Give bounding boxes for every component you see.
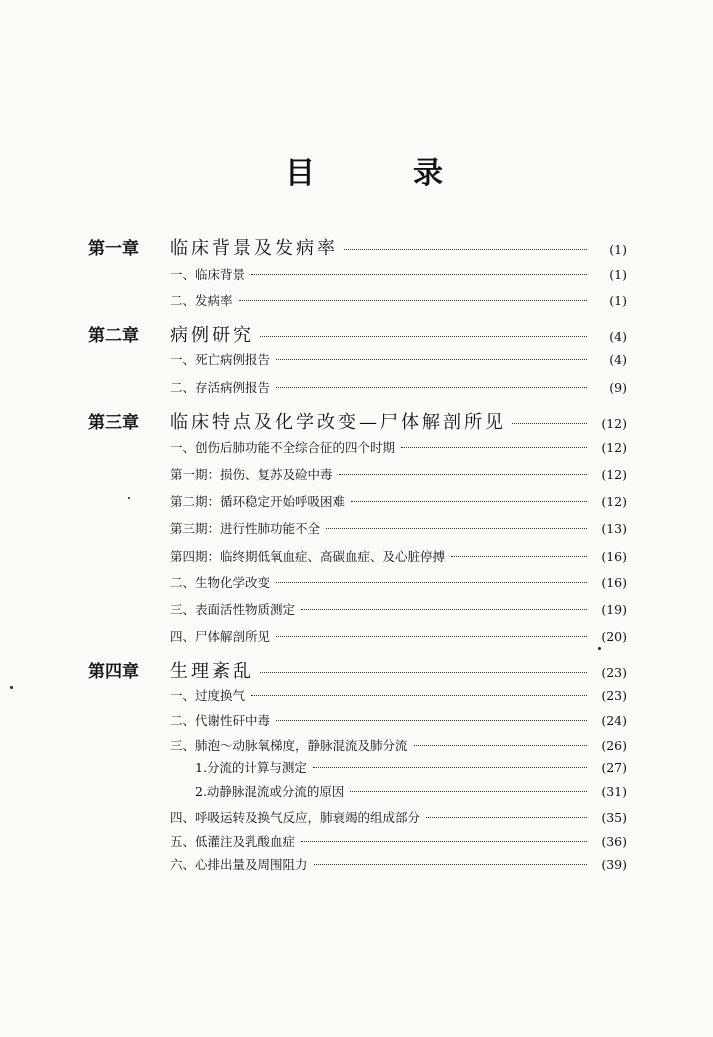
dot-leader bbox=[339, 474, 587, 475]
page-number: (36) bbox=[601, 834, 627, 849]
chapter-number: 第一章 bbox=[88, 239, 139, 259]
dot-leader bbox=[251, 274, 587, 275]
toc-section-row bbox=[170, 686, 627, 704]
toc-section-row bbox=[170, 465, 627, 483]
toc-section-row bbox=[170, 519, 627, 537]
toc-section-row bbox=[170, 573, 627, 591]
entry-title: 六、心排出量及周围阻力 bbox=[170, 857, 308, 872]
toc-section-row bbox=[170, 600, 627, 618]
title-char-1: 目 bbox=[285, 156, 317, 191]
page-number: (27) bbox=[601, 760, 627, 775]
page-number: (9) bbox=[609, 380, 627, 395]
page-number: (39) bbox=[601, 857, 627, 872]
page-number: (1) bbox=[609, 267, 627, 282]
page-number: (1) bbox=[609, 293, 627, 308]
toc-chapter-row bbox=[88, 408, 627, 434]
page-number: (26) bbox=[601, 738, 627, 753]
toc-chapter-row bbox=[88, 321, 627, 347]
entry-title: 生理紊乱 bbox=[170, 661, 254, 682]
toc-section-row bbox=[170, 627, 627, 645]
toc-chapter-row bbox=[88, 657, 627, 683]
toc-section-row bbox=[170, 492, 627, 510]
dot-leader bbox=[401, 447, 587, 448]
toc-title bbox=[285, 148, 445, 192]
page-number: (31) bbox=[601, 784, 627, 799]
toc-subsection-row bbox=[195, 758, 627, 776]
dot-leader bbox=[276, 387, 587, 388]
page-number: (23) bbox=[601, 688, 627, 703]
toc-section-row bbox=[170, 808, 627, 826]
dot-leader bbox=[414, 745, 587, 746]
scan-speck bbox=[10, 686, 13, 689]
dot-leader bbox=[350, 791, 587, 792]
dot-leader bbox=[344, 249, 587, 250]
page-number: (12) bbox=[601, 440, 627, 455]
page-number: (12) bbox=[601, 416, 627, 431]
toc-section-row bbox=[170, 291, 627, 309]
dot-leader bbox=[512, 423, 587, 424]
scan-speck bbox=[598, 647, 601, 650]
dot-leader bbox=[326, 528, 587, 529]
chapter-number: 第三章 bbox=[88, 413, 139, 433]
entry-title: 第二期：循环稳定开始呼吸困难 bbox=[170, 494, 346, 509]
entry-title: 二、代谢性矸中毒 bbox=[170, 713, 271, 728]
entry-title: 第一期：损伤、复苏及硷中毒 bbox=[170, 467, 333, 482]
page-number: (24) bbox=[601, 713, 627, 728]
page-number: (19) bbox=[601, 602, 627, 617]
page-number: (12) bbox=[601, 494, 627, 509]
chapter-number: 第四章 bbox=[88, 662, 139, 682]
toc-section-row bbox=[170, 265, 627, 283]
dot-leader bbox=[314, 864, 587, 865]
entry-title: 三、表面活性物质测定 bbox=[170, 602, 296, 617]
toc-subsection-row bbox=[195, 782, 627, 800]
toc-section-row bbox=[170, 438, 627, 456]
dot-leader bbox=[351, 501, 587, 502]
toc-chapter-row bbox=[88, 234, 627, 260]
dot-leader bbox=[260, 672, 587, 673]
entry-title: 四、呼吸运转及换气反应，肺衰竭的组成部分 bbox=[170, 810, 421, 825]
page-number: (4) bbox=[609, 352, 627, 367]
page-number: (13) bbox=[601, 521, 627, 536]
toc-section-row bbox=[170, 711, 627, 729]
dot-leader bbox=[451, 556, 587, 557]
page-number: (35) bbox=[601, 810, 627, 825]
page-number: (23) bbox=[601, 665, 627, 680]
dot-leader bbox=[276, 359, 587, 360]
page-number: (4) bbox=[609, 329, 627, 344]
entry-title: 1.分流的计算与测定 bbox=[195, 760, 307, 775]
dot-leader bbox=[276, 720, 587, 721]
scan-speck bbox=[128, 497, 130, 499]
page-number: (1) bbox=[609, 242, 627, 257]
page-number: (20) bbox=[601, 629, 627, 644]
entry-title: 一、过度换气 bbox=[170, 688, 246, 703]
entry-title: 第四期：临终期低氧血症、高碳血症、及心脏停搏 bbox=[170, 549, 446, 564]
toc-section-row bbox=[170, 547, 627, 565]
entry-title: 临床特点及化学改变—尸体解剖所见 bbox=[170, 412, 506, 433]
entry-title: 五、低灌注及乳酸血症 bbox=[170, 834, 296, 849]
dot-leader bbox=[301, 609, 587, 610]
entry-title: 2.动静脉混流或分流的原因 bbox=[195, 784, 345, 799]
entry-title: 四、尸体解剖所见 bbox=[170, 629, 271, 644]
page-number: (16) bbox=[601, 549, 627, 564]
dot-leader bbox=[260, 336, 587, 337]
entry-title: 一、死亡病例报告 bbox=[170, 352, 271, 367]
entry-title: 二、存活病例报告 bbox=[170, 380, 271, 395]
entry-title: 一、临床背景 bbox=[170, 267, 246, 282]
title-char-2: 录 bbox=[413, 156, 445, 191]
page-number: (12) bbox=[601, 467, 627, 482]
entry-title: 临床背景及发病率 bbox=[170, 238, 338, 259]
dot-leader bbox=[276, 582, 587, 583]
dot-leader bbox=[251, 695, 587, 696]
toc-section-row bbox=[170, 736, 627, 754]
dot-leader bbox=[276, 636, 587, 637]
dot-leader bbox=[313, 767, 587, 768]
toc-section-row bbox=[170, 832, 627, 850]
entry-title: 二、发病率 bbox=[170, 293, 233, 308]
toc-section-row bbox=[170, 378, 627, 396]
entry-title: 一、创伤后肺功能不全综合征的四个时期 bbox=[170, 440, 396, 455]
toc-section-row bbox=[170, 350, 627, 368]
toc-section-row bbox=[170, 855, 627, 873]
chapter-number: 第二章 bbox=[88, 326, 139, 346]
entry-title: 第三期：进行性肺功能不全 bbox=[170, 521, 321, 536]
dot-leader bbox=[301, 841, 587, 842]
entry-title: 三、肺泡～动脉氧梯度，静脉混流及肺分流 bbox=[170, 738, 408, 753]
entry-title: 二、生物化学改变 bbox=[170, 575, 271, 590]
page-number: (16) bbox=[601, 575, 627, 590]
dot-leader bbox=[239, 300, 587, 301]
dot-leader bbox=[426, 817, 587, 818]
entry-title: 病例研究 bbox=[170, 325, 254, 346]
